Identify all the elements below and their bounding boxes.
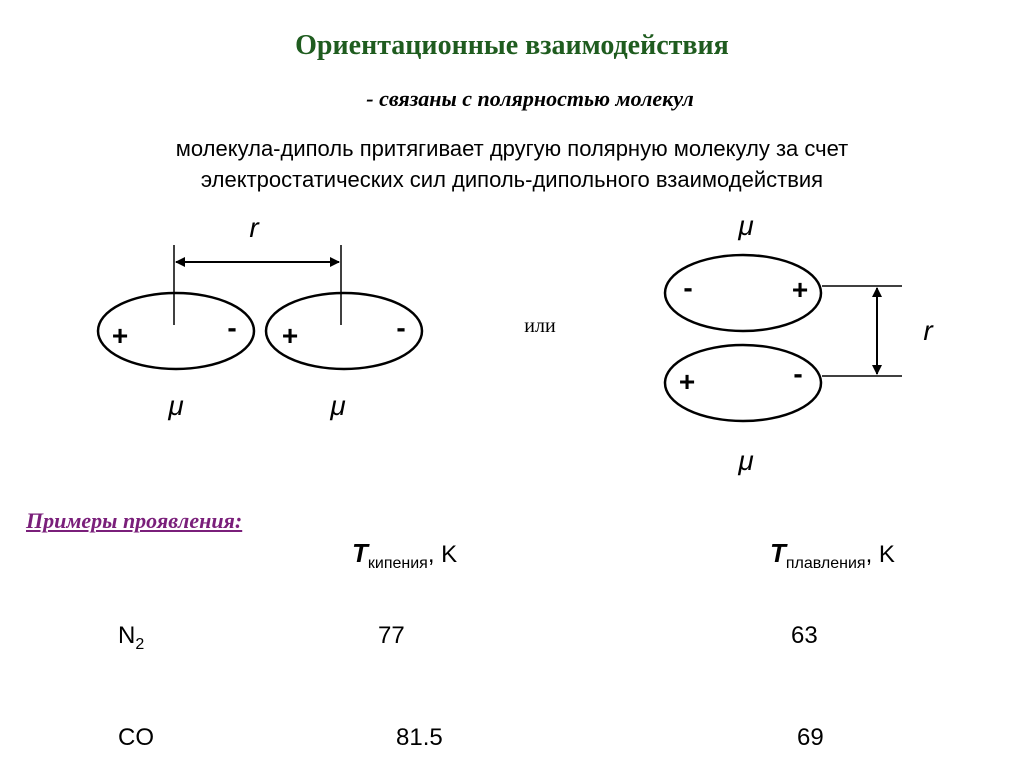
examples-heading: Примеры проявления: (26, 508, 243, 533)
charge-minus-bottom: - (793, 358, 803, 389)
col-boiling-sub: кипения (367, 554, 428, 572)
charge-plus-bottom: + (678, 366, 696, 397)
table-row-name: CO (118, 724, 154, 751)
description-line-2: электростатических сил диполь-дипольного взаимодействия (200, 167, 824, 192)
col-header-melting (770, 538, 895, 573)
dipole-mu-left-2: μ (330, 390, 346, 421)
table-cell-melting: 69 (797, 724, 824, 751)
table-cell-boiling: 77 (378, 622, 405, 649)
charge-plus-left-1: + (111, 320, 129, 351)
col-boiling-symbol: T (352, 538, 368, 568)
table-cell-melting: 63 (791, 622, 818, 649)
col-melting-symbol: T (770, 538, 786, 568)
table-row-name: $N_2$ (118, 622, 145, 653)
dipole-mu-bottom: μ (738, 445, 754, 476)
or-label: или (524, 315, 556, 337)
dipole-mu-top: μ (738, 210, 754, 241)
page-title: Ориентационные взаимодействия (295, 30, 729, 61)
col-melting-unit: , K (865, 541, 895, 568)
col-melting-sub: плавления (785, 554, 866, 572)
distance-label-vertical: r (923, 315, 933, 346)
col-header-boiling (352, 538, 457, 573)
col-boiling-unit: , K (427, 541, 458, 568)
charge-minus-left-2: - (396, 312, 406, 343)
charge-plus-left-2: + (281, 320, 299, 351)
dipole-mu-left-1: μ (168, 390, 184, 421)
charge-plus-top: + (791, 274, 809, 305)
description-line-1: молекула-диполь притягивает другую полярную молекулу за счет (175, 136, 849, 161)
page-subtitle: - связаны с полярностью молекул (366, 86, 694, 111)
table-cell-boiling: 81.5 (396, 724, 443, 751)
charge-minus-left-1: - (227, 312, 237, 343)
charge-minus-top: - (683, 272, 693, 303)
distance-label-horizontal: r (249, 212, 259, 243)
